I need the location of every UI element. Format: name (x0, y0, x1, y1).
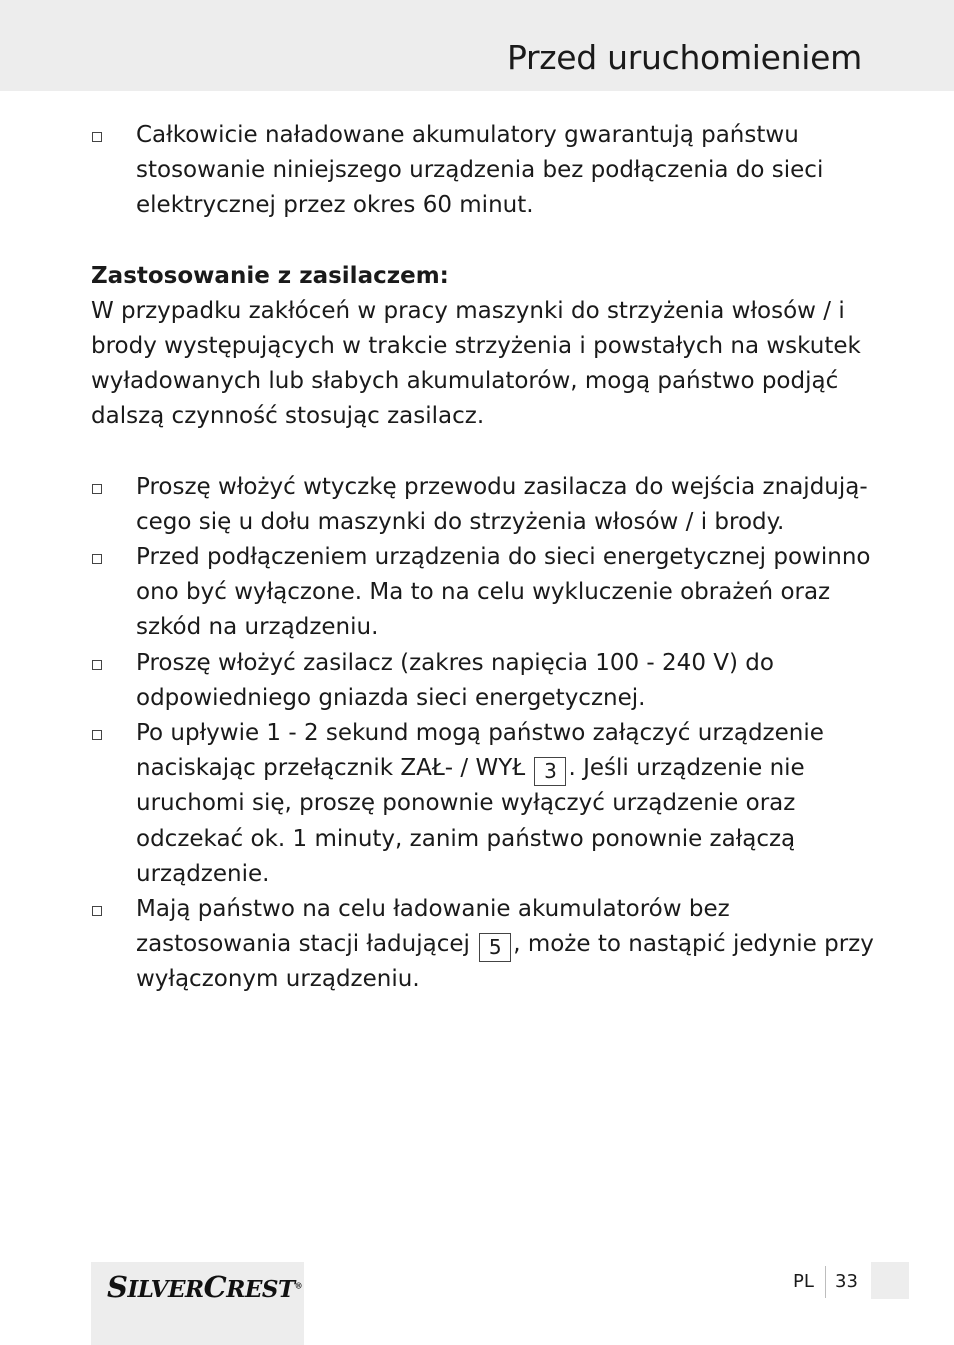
footer-logo-box (91, 1262, 304, 1345)
ref-number-5: 5 (479, 933, 511, 962)
footer-box (871, 1262, 909, 1299)
content (91, 118, 881, 998)
list-item-battery-runtime: Całkowicie naładowane akumulatory gwarantują państwu stosowanie niniejszego urządzenia bez podłączenia do sieci elektrycznej przez okres 60 minut. (91, 118, 881, 224)
step4-text-after: . Jeśli urządzenie nie uruchomi się, proszę ponownie wyłączyć urządzenie oraz odczekać ok. 1 minuty, zanim państwo ponownie załączą urządzenie. (136, 755, 805, 887)
list-item-charge-without-station (91, 892, 881, 998)
step5-text-before: Mają państwo na celu ładowanie akumulatorów bez zastosowania stacji ładującej (136, 896, 730, 958)
list-item-plug-cable: Proszę włożyć wtyczkę przewodu zasilacza do wejścia znajdują-cego się u dołu maszynki do strzyżenia włosów / i brody. (91, 470, 881, 540)
page-number: 33 (835, 1271, 858, 1292)
steps-list (91, 470, 881, 998)
list-item-insert-adapter: Proszę włożyć zasilacz (zakres napięcia 100 - 240 V) do odpowiedniego gniazda sieci energetycznej. (91, 646, 881, 716)
footer-divider (825, 1266, 826, 1298)
step4-text-before: Po upływie 1 - 2 sekund mogą państwo załączyć urządzenie naciskając przełącznik ZAŁ- / WYŁ (136, 720, 824, 782)
step5-text-after: , może to nastąpić jedynie przy wyłączonym urządzeniu. (136, 931, 874, 993)
intro-list (91, 118, 881, 224)
list-item-switch-on (91, 716, 881, 892)
section-heading: Zastosowanie z zasilaczem: (91, 262, 449, 289)
list-item-switch-off: Przed podłączeniem urządzenia do sieci energetycznej powinno ono być wyłączone. Ma to na celu wykluczenie obrażeń oraz szkód na urządzeniu. (91, 540, 881, 646)
ref-number-3: 3 (534, 757, 566, 786)
page-title: Przed uruchomieniem (506, 38, 862, 77)
footer-language: PL (793, 1271, 814, 1292)
section-paragraph: W przypadku zakłóceń w pracy maszynki do strzyżenia włosów / i brody występujących w trakcie strzyżenia i powstałych na wskutek wyładowanych lub słabych akumulatorów, mogą państwo podjąć dalszą czynność stosując zasilacz. (91, 297, 861, 430)
silvercrest-logo: SILVERCREST® (107, 1270, 303, 1304)
